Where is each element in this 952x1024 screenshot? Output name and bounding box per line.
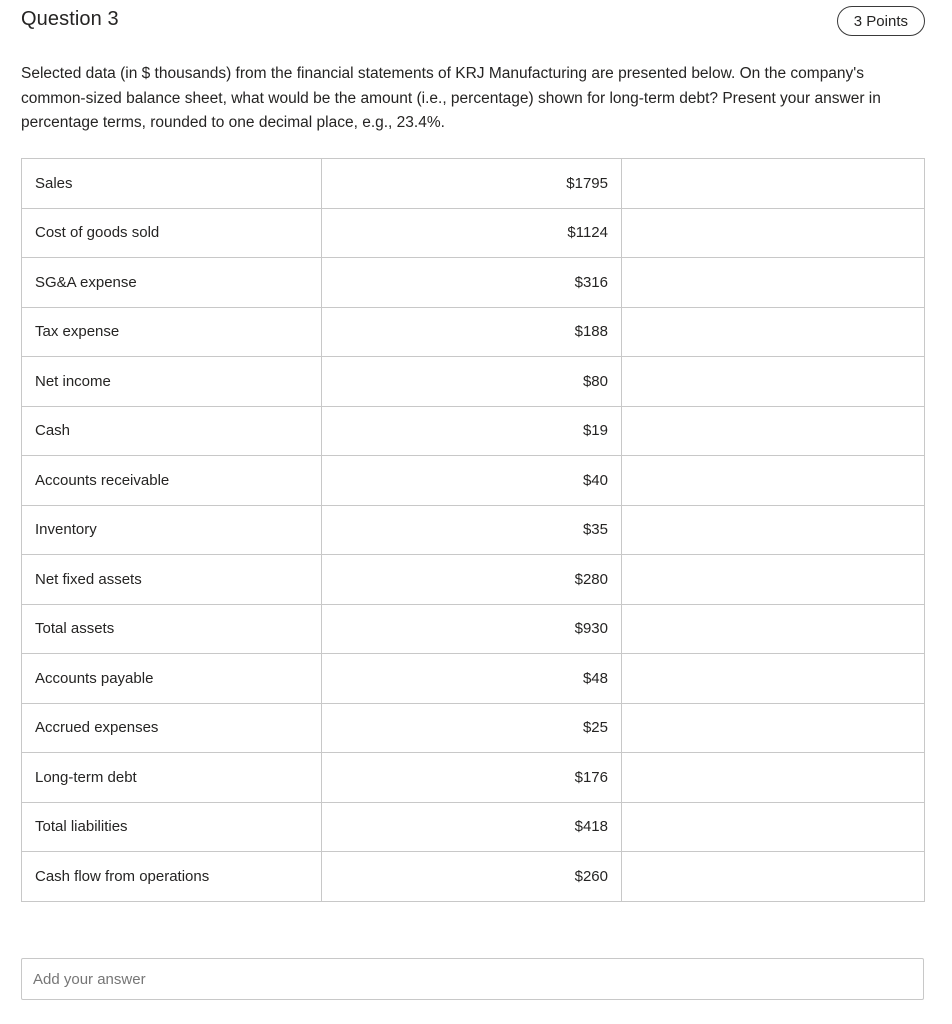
table-row <box>22 159 925 209</box>
table-row <box>22 604 925 654</box>
points-badge: 3 Points <box>837 6 925 36</box>
row-label: Tax expense <box>22 307 322 357</box>
row-value: $1795 <box>322 159 622 209</box>
row-label: Cash flow from operations <box>22 852 322 902</box>
row-label: Sales <box>22 159 322 209</box>
row-value: $930 <box>322 604 622 654</box>
table-row <box>22 357 925 407</box>
table-row <box>22 555 925 605</box>
question-header <box>21 6 925 40</box>
row-value: $280 <box>322 555 622 605</box>
table-row <box>22 703 925 753</box>
table-row <box>22 456 925 506</box>
row-value: $1124 <box>322 208 622 258</box>
row-value: $418 <box>322 802 622 852</box>
row-value: $316 <box>322 258 622 308</box>
table-row <box>22 406 925 456</box>
table-row <box>22 505 925 555</box>
row-value: $48 <box>322 654 622 704</box>
row-value: $25 <box>322 703 622 753</box>
row-empty-cell <box>622 852 925 902</box>
row-value: $40 <box>322 456 622 506</box>
row-label: Net fixed assets <box>22 555 322 605</box>
table-row <box>22 852 925 902</box>
row-empty-cell <box>622 159 925 209</box>
table-row <box>22 208 925 258</box>
row-value: $188 <box>322 307 622 357</box>
financial-data-table <box>21 158 925 902</box>
row-value: $176 <box>322 753 622 803</box>
row-label: Accounts payable <box>22 654 322 704</box>
question-title: Question 3 <box>21 8 119 30</box>
row-empty-cell <box>622 604 925 654</box>
row-empty-cell <box>622 802 925 852</box>
row-empty-cell <box>622 208 925 258</box>
row-empty-cell <box>622 258 925 308</box>
row-empty-cell <box>622 456 925 506</box>
row-label: Accrued expenses <box>22 703 322 753</box>
row-label: Net income <box>22 357 322 407</box>
row-empty-cell <box>622 505 925 555</box>
row-label: Accounts receivable <box>22 456 322 506</box>
row-label: Inventory <box>22 505 322 555</box>
row-label: Total liabilities <box>22 802 322 852</box>
row-label: Long-term debt <box>22 753 322 803</box>
row-empty-cell <box>622 753 925 803</box>
row-empty-cell <box>622 555 925 605</box>
row-label: Cash <box>22 406 322 456</box>
row-label: Cost of goods sold <box>22 208 322 258</box>
row-empty-cell <box>622 406 925 456</box>
row-empty-cell <box>622 703 925 753</box>
row-empty-cell <box>622 654 925 704</box>
row-label: Total assets <box>22 604 322 654</box>
table-row <box>22 654 925 704</box>
row-value: $19 <box>322 406 622 456</box>
answer-input[interactable] <box>21 958 924 1000</box>
row-value: $260 <box>322 852 622 902</box>
row-empty-cell <box>622 357 925 407</box>
table-row <box>22 753 925 803</box>
question-text: Selected data (in $ thousands) from the financial statements of KRJ Manufacturing are presented below. On the company's common-sized balance sheet, what would be the amount (i.e., percentage) shown for long-term debt? Present your answer in percentage terms, rounded to one decimal place, e.g., 23.4%. <box>21 65 881 131</box>
row-label: SG&A expense <box>22 258 322 308</box>
row-empty-cell <box>622 307 925 357</box>
table-body <box>22 159 925 902</box>
row-value: $80 <box>322 357 622 407</box>
table-row <box>22 802 925 852</box>
row-value: $35 <box>322 505 622 555</box>
table-row <box>22 258 925 308</box>
table-row <box>22 307 925 357</box>
